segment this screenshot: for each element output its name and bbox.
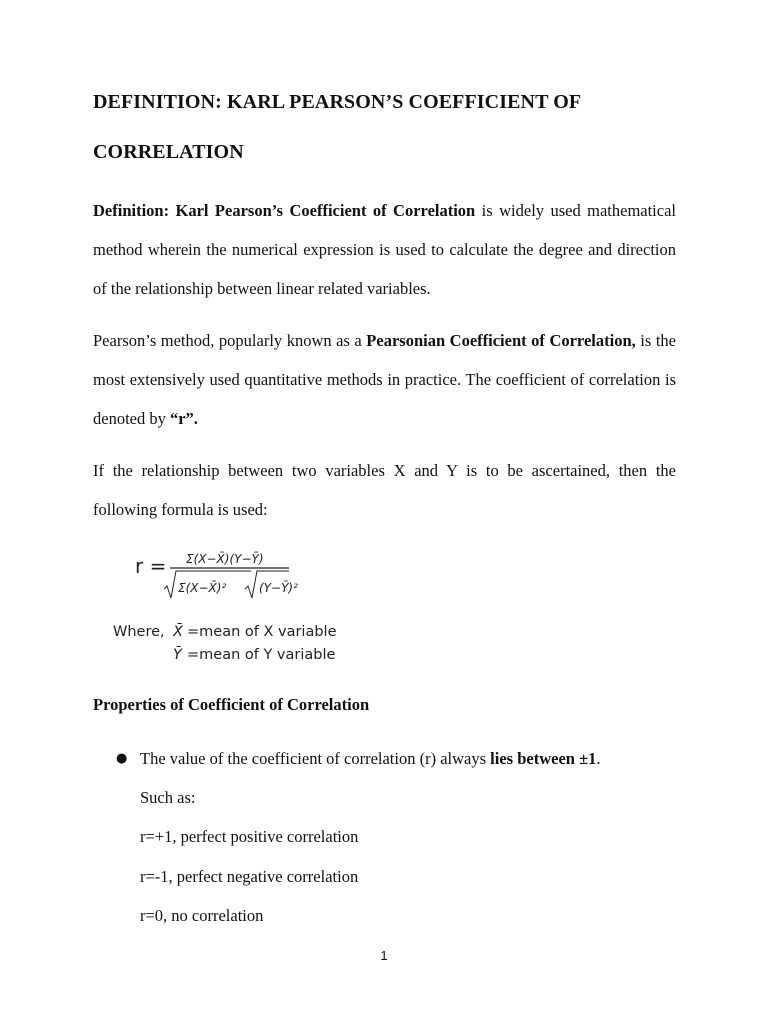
formula-numerator: Σ(X−X̄)(Y−Ȳ) [186, 552, 264, 566]
formula-graphic [113, 545, 453, 665]
where-label: Where, [113, 624, 165, 640]
ybar-description: =mean of Y variable [187, 647, 336, 663]
bullet-text [140, 748, 680, 770]
title-line-2: CORRELATION [93, 141, 244, 163]
pearsonian-bold-term: Pearsonian Coefficient of Correlation, [366, 331, 636, 350]
bullet-text-main: The value of the coefficient of correlation (r) always [140, 749, 491, 768]
definition-paragraph [93, 191, 676, 308]
bullet-text-end: . [596, 749, 601, 768]
formula-lhs: r = [135, 554, 167, 578]
such-as-label: Such as: [140, 788, 196, 807]
correlation-formula [113, 545, 453, 665]
formula-denominator-left: Σ(X−X̄)² [178, 581, 227, 595]
formula-denominator-right: (Y−Ȳ)² [259, 581, 298, 595]
list-item: r=-1, perfect negative correlation [140, 867, 359, 886]
bullet-bold-range: lies between ±1 [490, 749, 597, 768]
xbar-symbol: X̄ [173, 624, 183, 640]
title-line-1: DEFINITION: KARL PEARSON’S COEFFICIENT OF [93, 91, 582, 113]
pearson-text-2: is the most extensively used quantitative methods in practice. The coefficient of correlation is denoted by [93, 331, 676, 428]
pearson-text-1: Pearson’s method, popularly known as a [93, 331, 367, 350]
list-item: r=+1, perfect positive correlation [140, 827, 359, 846]
page-number: 1 [380, 948, 388, 963]
r-symbol-bold: “r”. [169, 409, 198, 428]
relationship-paragraph: If the relationship between two variables X and Y is to be ascertained, then the following formula is used: [93, 461, 676, 519]
properties-heading: Properties of Coefficient of Correlation [93, 695, 370, 714]
bullet-dot-icon: ● [116, 751, 128, 766]
pearson-method-paragraph [93, 321, 676, 438]
list-item: r=0, no correlation [140, 906, 264, 925]
ybar-symbol: Ȳ [173, 647, 182, 663]
definition-bold-term: Definition: Karl Pearson’s Coefficient of Correlation [93, 201, 476, 220]
definition-text: is widely used mathematical method wherein the numerical expression is used to calculate the degree and direction of the relationship between linear related variables. [93, 201, 677, 298]
xbar-description: =mean of X variable [187, 624, 337, 640]
